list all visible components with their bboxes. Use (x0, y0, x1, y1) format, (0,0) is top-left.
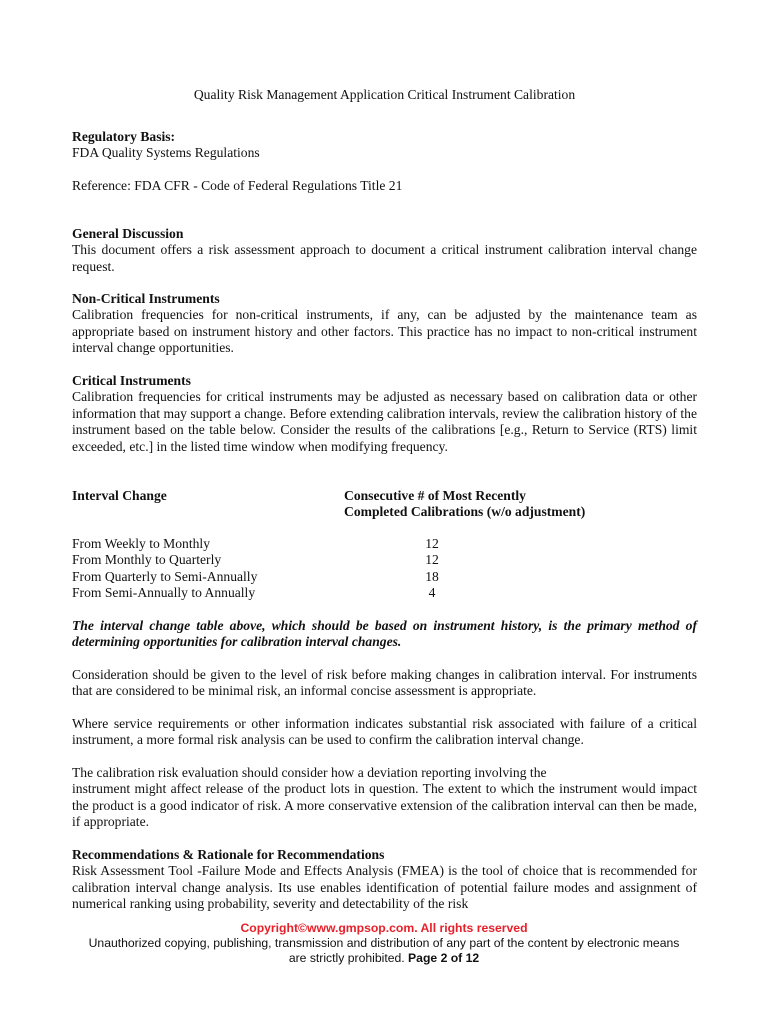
critical-heading: Critical Instruments (72, 373, 191, 388)
evaluation-section (72, 765, 697, 831)
general-discussion-body: This document offers a risk assessment approach to document a critical instrument calibration interval change request. (72, 242, 697, 274)
table-row (72, 536, 697, 552)
recommendations-section (72, 847, 697, 913)
interval-table-header (72, 488, 697, 522)
regulatory-basis-section (72, 129, 697, 162)
copyright-notice: Copyright©www.gmpsop.com. All rights reserved (240, 921, 528, 935)
general-discussion-section (72, 226, 697, 275)
table-row (72, 569, 697, 585)
row-value: 4 (428, 585, 436, 601)
consecutive-header-line1: Consecutive # of Most Recently (344, 488, 526, 503)
row-value: 12 (425, 536, 439, 551)
service-paragraph: Where service requirements or other information indicates substantial risk associated with failure of a critical instrument, a more formal risk analysis can be used to confirm the calibration interval change. (72, 716, 697, 748)
row-label: From Semi-Annually to Annually (72, 585, 256, 601)
non-critical-body: Calibration frequencies for non-critical instruments, if any, can be adjusted by the maintenance team as appropriate based on instrument history and other factors. This practice has no impact to non-critical instrument interval change opportunities. (72, 307, 697, 356)
footer-notice-text: are strictly prohibited. (288, 951, 405, 965)
interval-change-header: Interval Change (72, 488, 167, 503)
table-row (72, 552, 697, 568)
recommendations-body: Risk Assessment Tool -Failure Mode and Effects Analysis (FMEA) is the tool of choice that is recommended for calibration interval change analysis. Its use enables identification of potential failure modes and assignment of numerical ranking using probability, severity and detectability of the risk (72, 863, 697, 912)
page-footer (0, 921, 768, 966)
critical-body: Calibration frequencies for critical instruments may be adjusted as necessary based on calibration data or other information that may support a change. Before extending calibration intervals, review the calibration history of the instrument based on the table below. Consider the results of the calibrations [e.g., Return to Service (RTS) limit exceeded, etc.] in the listed time window when modifying frequency. (72, 389, 697, 454)
row-label: From Weekly to Monthly (72, 536, 210, 551)
non-critical-heading: Non-Critical Instruments (72, 291, 220, 306)
row-value: 18 (425, 568, 439, 584)
reference-line: Reference: FDA CFR - Code of Federal Regulations Title 21 (72, 178, 403, 193)
regulatory-basis-heading: Regulatory Basis: (72, 129, 176, 144)
page-number: Page 2 of 12 (408, 951, 480, 965)
general-discussion-heading: General Discussion (72, 226, 184, 241)
evaluation-rest: instrument might affect release of the product lots in question. The extent to which the instrument would impact the product is a good indicator of risk. A more conservative extension of the calibration interval can then be made, if appropriate. (72, 781, 697, 830)
row-value: 12 (425, 552, 439, 568)
row-label: From Quarterly to Semi-Annually (72, 568, 258, 584)
footer-notice-line1: Unauthorized copying, publishing, transmission and distribution of any part of the content by electronic means (88, 936, 680, 950)
recommendations-heading: Recommendations & Rationale for Recommendations (72, 847, 385, 862)
consecutive-header-line2: Completed Calibrations (w/o adjustment) (344, 504, 586, 520)
document-title: Quality Risk Management Application Critical Instrument Calibration (193, 87, 576, 102)
table-row (72, 585, 697, 601)
evaluation-line1: The calibration risk evaluation should consider how a deviation reporting involving the (72, 765, 547, 780)
emphasis-note: The interval change table above, which should be based on instrument history, is the primary method of determining opportunities for calibration interval changes. (72, 618, 697, 650)
critical-section (72, 373, 697, 455)
regulatory-basis-line: FDA Quality Systems Regulations (72, 145, 260, 161)
row-label: From Monthly to Quarterly (72, 552, 222, 568)
non-critical-section (72, 291, 697, 357)
footer-notice-line2 (0, 951, 768, 966)
risk-level-paragraph: Consideration should be given to the level of risk before making changes in calibration interval. For instruments that are considered to be minimal risk, an informal concise assessment is appropriate. (72, 667, 697, 699)
